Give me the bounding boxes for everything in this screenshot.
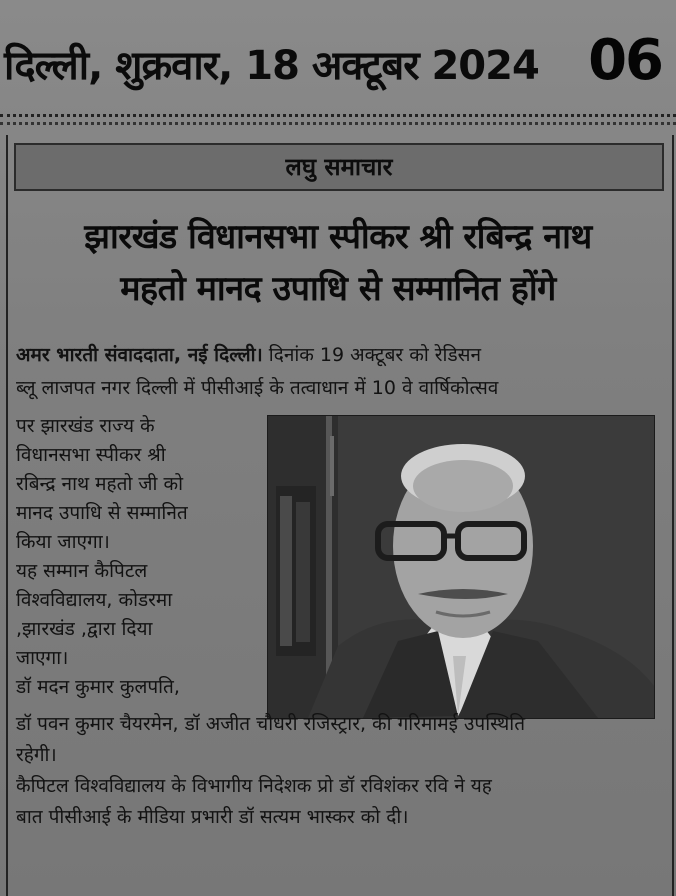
paragraph-line: किया जाएगा। [16, 531, 110, 553]
paragraph-line: बात पीसीआई के मीडिया प्रभारी डॉ सत्यम भास्कर को दी। [16, 806, 409, 828]
paragraph-line: रबिन्द्र नाथ महतो जी को [16, 473, 184, 495]
portrait-photo [267, 415, 655, 719]
lead-line-1 [16, 340, 481, 370]
paragraph-line: डॉ पवन कुमार चैयरमेन, डॉ अजीत चौधरी रजिस्ट्रार, की गरिमामई उपस्थिति [16, 713, 526, 735]
lead-line-1-rest: दिनांक 19 अक्टूबर को रेडिसन [262, 344, 482, 366]
divider-dotted-bottom [0, 122, 676, 125]
headline-line-2: महतो मानद उपाधि से सम्मानित होंगे [120, 269, 556, 309]
article-headline [8, 211, 668, 315]
lower-text [16, 709, 666, 833]
paragraph-line: कैपिटल विश्वविद्यालय के विभागीय निदेशक प्रो डॉ रविशंकर रवि ने यह [16, 775, 492, 797]
divider-dotted-top [0, 114, 676, 117]
headline-line-1: झारखंड विधानसभा स्पीकर श्री रबिन्द्र नाथ [84, 217, 592, 257]
masthead-date: दिल्ली, शुक्रवार, 18 अक्टूबर 2024 [4, 43, 539, 89]
paragraph-line: डॉ मदन कुमार कुलपति, [16, 676, 180, 698]
paragraph-line: मानद उपाधि से सम्मानित [16, 502, 188, 524]
masthead [0, 0, 676, 112]
byline: अमर भारती संवाददाता, नई दिल्ली। [16, 344, 263, 366]
paragraph-line: जाएगा। [16, 647, 69, 669]
news-article [6, 135, 674, 896]
portrait-illustration [268, 416, 654, 718]
lead-line-2: ब्लू लाजपत नगर दिल्ली में पीसीआई के तत्वाधान में 10 वे वार्षिकोत्सव [16, 377, 499, 399]
paragraph-line: यह सम्मान कैपिटल [16, 560, 148, 582]
page-number: 06 [588, 28, 662, 93]
paragraph-line: विधानसभा स्पीकर श्री [16, 444, 166, 466]
category-banner: लघु समाचार [14, 143, 664, 191]
paragraph-line: रहेगी। [16, 744, 57, 766]
paragraph-line: विश्वविद्यालय, कोडरमा [16, 589, 173, 611]
paragraph-line: पर झारखंड राज्य के [16, 415, 155, 437]
paragraph-line: ,झारखंड ,द्वारा दिया [16, 618, 153, 640]
left-column-text [16, 412, 252, 702]
